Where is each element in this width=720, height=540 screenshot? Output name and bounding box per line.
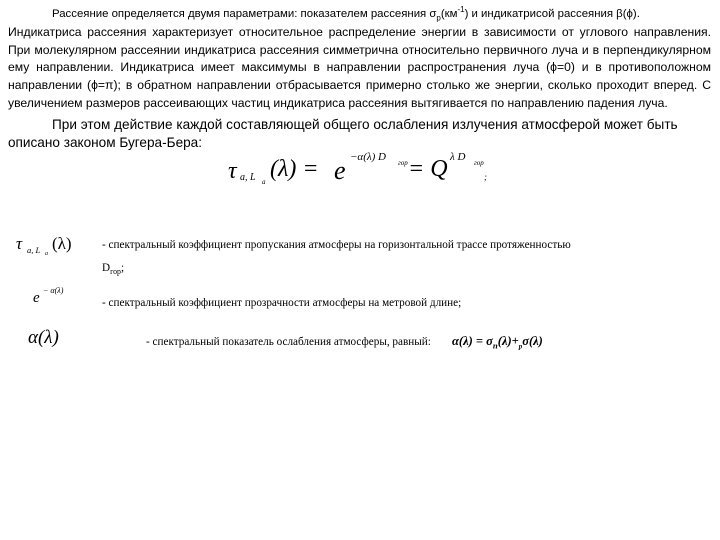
text-line1-end: ) и индикатрисой рассеяния β(ϕ).: [464, 8, 640, 20]
def-alpha-equation: [452, 334, 543, 349]
unit-text: (км: [440, 8, 458, 20]
formula-exponent: −α(λ) D: [350, 151, 386, 163]
eq-sub-a: п: [492, 340, 498, 351]
formula-exponent-subscript: гор: [398, 159, 408, 167]
paragraph-bouguer-intro: При этом действие каждой составляющей общего ослабления излучения атмосферой может быть описано законом Бугера-Бера:: [8, 117, 678, 150]
eq-part-c: σ: [522, 334, 529, 348]
formula-e: e: [334, 156, 346, 185]
def-tau-symbol: τ: [16, 234, 23, 253]
paragraph-first-line: [8, 6, 711, 24]
def-exp-e: e: [33, 290, 40, 306]
formula-tau-subscript: а, L: [240, 172, 256, 183]
def-tau-subscript: a, L: [27, 245, 41, 255]
formula-trailing-semicolon: ;: [484, 172, 487, 182]
def-alpha-text: - спектральный показатель ослабления атмосферы, равный:: [146, 336, 431, 348]
sigma-subscript: р: [436, 13, 441, 23]
def-tau-text-line2: [102, 262, 125, 277]
formula-tau: τ: [228, 158, 237, 184]
formula-q: = Q: [408, 156, 448, 182]
formula-q-superscript: λ D: [450, 151, 466, 163]
def-tau-subscript2: a: [45, 251, 48, 257]
eq-part-d: (λ): [528, 334, 543, 348]
text-line1: Рассеяние определяется двумя параметрами: показателем рассеяния σ: [52, 8, 437, 20]
eq-part-a: α(λ) = σ: [452, 334, 493, 348]
paragraph-scattering: [8, 6, 711, 113]
def-alpha-symbol: α(λ): [28, 327, 59, 348]
def-exp-superscript: − α(λ): [43, 286, 64, 295]
def-tau-arg: (λ): [52, 234, 72, 253]
def-tau-d: D: [102, 262, 111, 274]
bouguer-formula: [228, 150, 528, 194]
unit-superscript: -1: [457, 5, 465, 15]
def-tau-d-end: ;: [120, 262, 125, 274]
def-tau-text: - спектральный коэффициент пропускания атмосферы на горизонтальной трассе протяженностью: [102, 239, 571, 251]
eq-part-b: (λ)+: [497, 334, 519, 348]
def-tau-d-subscript: гор: [110, 267, 121, 277]
formula-q-superscript-subscript: гор: [474, 159, 484, 167]
formula-lambda: (λ) =: [270, 156, 319, 182]
formula-tau-subscript2: a: [262, 178, 266, 186]
eq-sub-b: р: [518, 343, 523, 351]
paragraph-body: Индикатриса рассеяния характеризует относительное распределение энергии в зависимости от углового направления. При молекулярном рассеянии индикатриса рассеяния симметрична относительно первичного луча и в перпендикулярном ему направлении. Индикатриса имеет максимумы в направлении распространения луча (ϕ=0) и в противоположном направлении (ϕ=π); в обратном направлении отбрасывается примерно столько же энергии, сколько проходит вперед. С увеличением размеров рассеивающих частиц индикатриса рассеяния вытягивается по направлению падения луча.: [8, 24, 711, 110]
def-exp-text: - спектральный коэффициент прозрачности атмосферы на метровой длине;: [102, 297, 462, 309]
